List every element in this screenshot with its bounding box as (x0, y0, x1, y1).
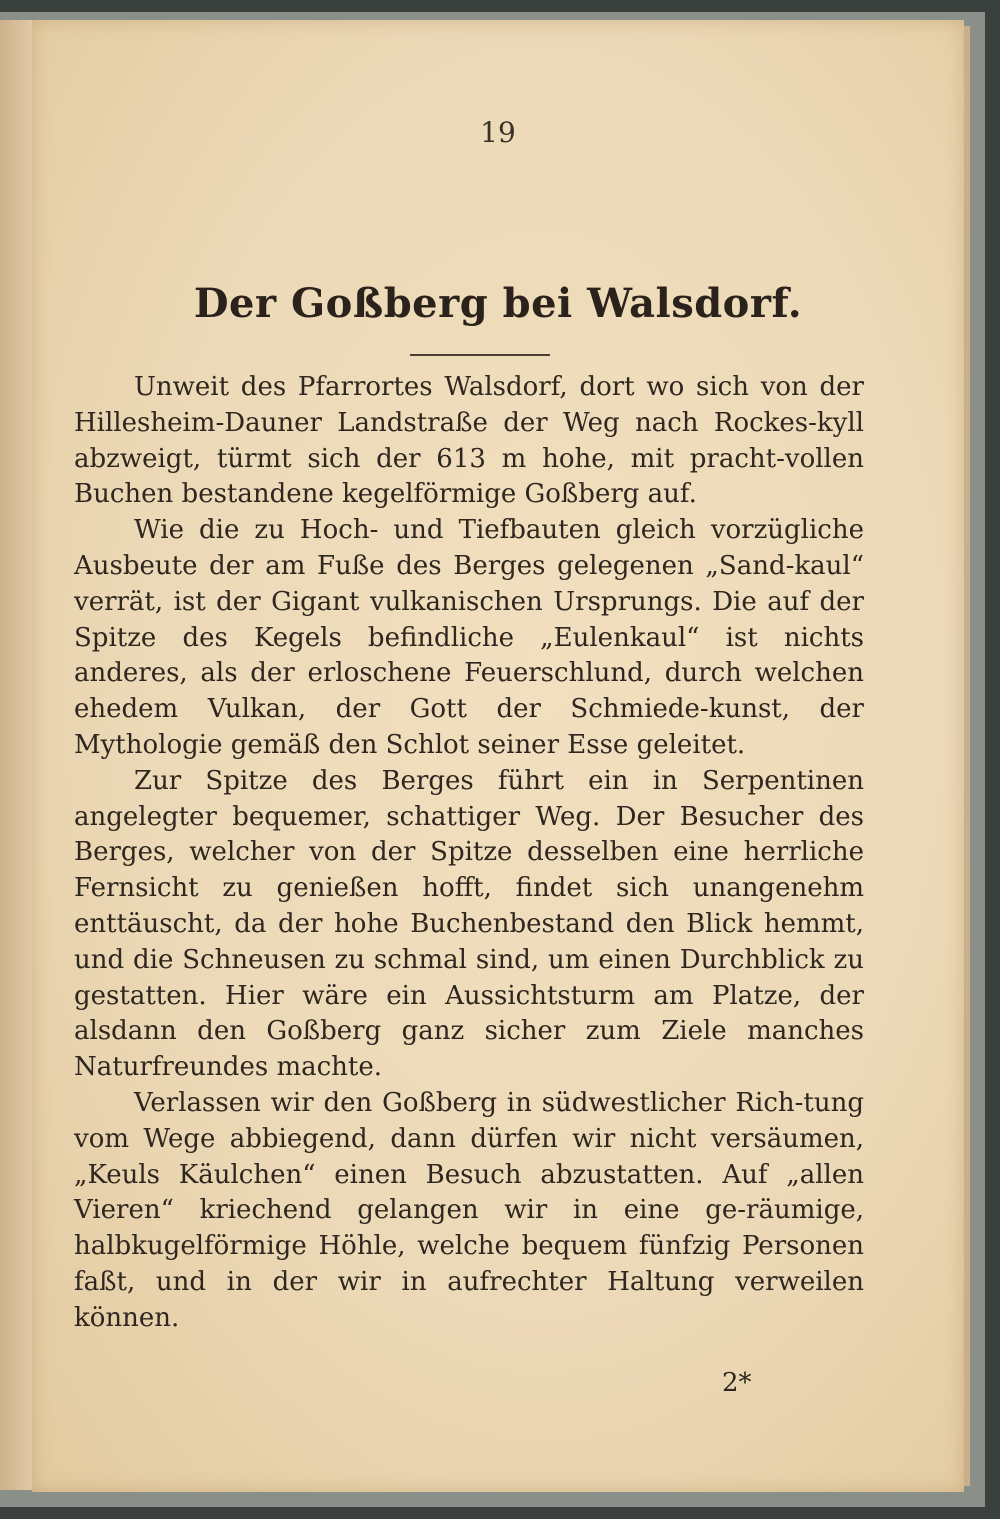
signature-mark: 2* (722, 1368, 752, 1398)
paragraph-2: Wie die zu Hoch- und Tiefbauten gleich vorzügliche Ausbeute der am Fuße des Berges gelegenen „Sand-kaul“ verrät, ist der Gigant vulkanischen Ursprungs. Die auf der Spitze des Kegels befindliche „Eulenkaul“ ist nichts anderes, als der erloschene Feuerschlund, durch welchen ehedem Vulkan, der Gott der Schmiede-kunst, der Mythologie gemäß den Schlot seiner Esse geleitet. (74, 515, 864, 760)
page-number: 19 (480, 116, 516, 149)
body-text (74, 370, 864, 1337)
title-divider (410, 354, 550, 356)
paragraph-1: Unweit des Pfarrortes Walsdorf, dort wo sich von der Hillesheim-Dauner Landstraße der Weg nach Rockes-kyll abzweigt, türmt sich der 613 m hohe, mit pracht-vollen Buchen bestandene kegelförmige Goßberg auf. (74, 372, 864, 510)
page-sheet (32, 20, 964, 1492)
paragraph-4: Verlassen wir den Goßberg in südwestlicher Rich-tung vom Wege abbiegend, dann dürfen wir nicht versäumen, „Keuls Käulchen“ einen Besuch abzustatten. Auf „allen Vieren“ kriechend gelangen wir in eine ge-räumige, halbkugelförmige Höhle, welche bequem fünfzig Personen faßt, und in der wir in aufrechter Haltung verweilen können. (74, 1087, 864, 1333)
chapter-title: Der Goßberg bei Walsdorf. (193, 280, 803, 327)
paragraph-3: Zur Spitze des Berges führt ein in Serpentinen angelegter bequemer, schattiger Weg. Der Besucher des Berges, welcher von der Spitze desselben eine herrliche Fernsicht zu genießen hofft, findet sich unangenehm enttäuscht, da der hohe Buchenbestand den Blick hemmt, und die Schneusen zu schmal sind, um einen Durchblick zu gestatten. Hier wäre ein Aussichtsturm am Platze, der alsdann den Goßberg ganz sicher zum Ziele manches Naturfreundes machte. (74, 765, 864, 1083)
